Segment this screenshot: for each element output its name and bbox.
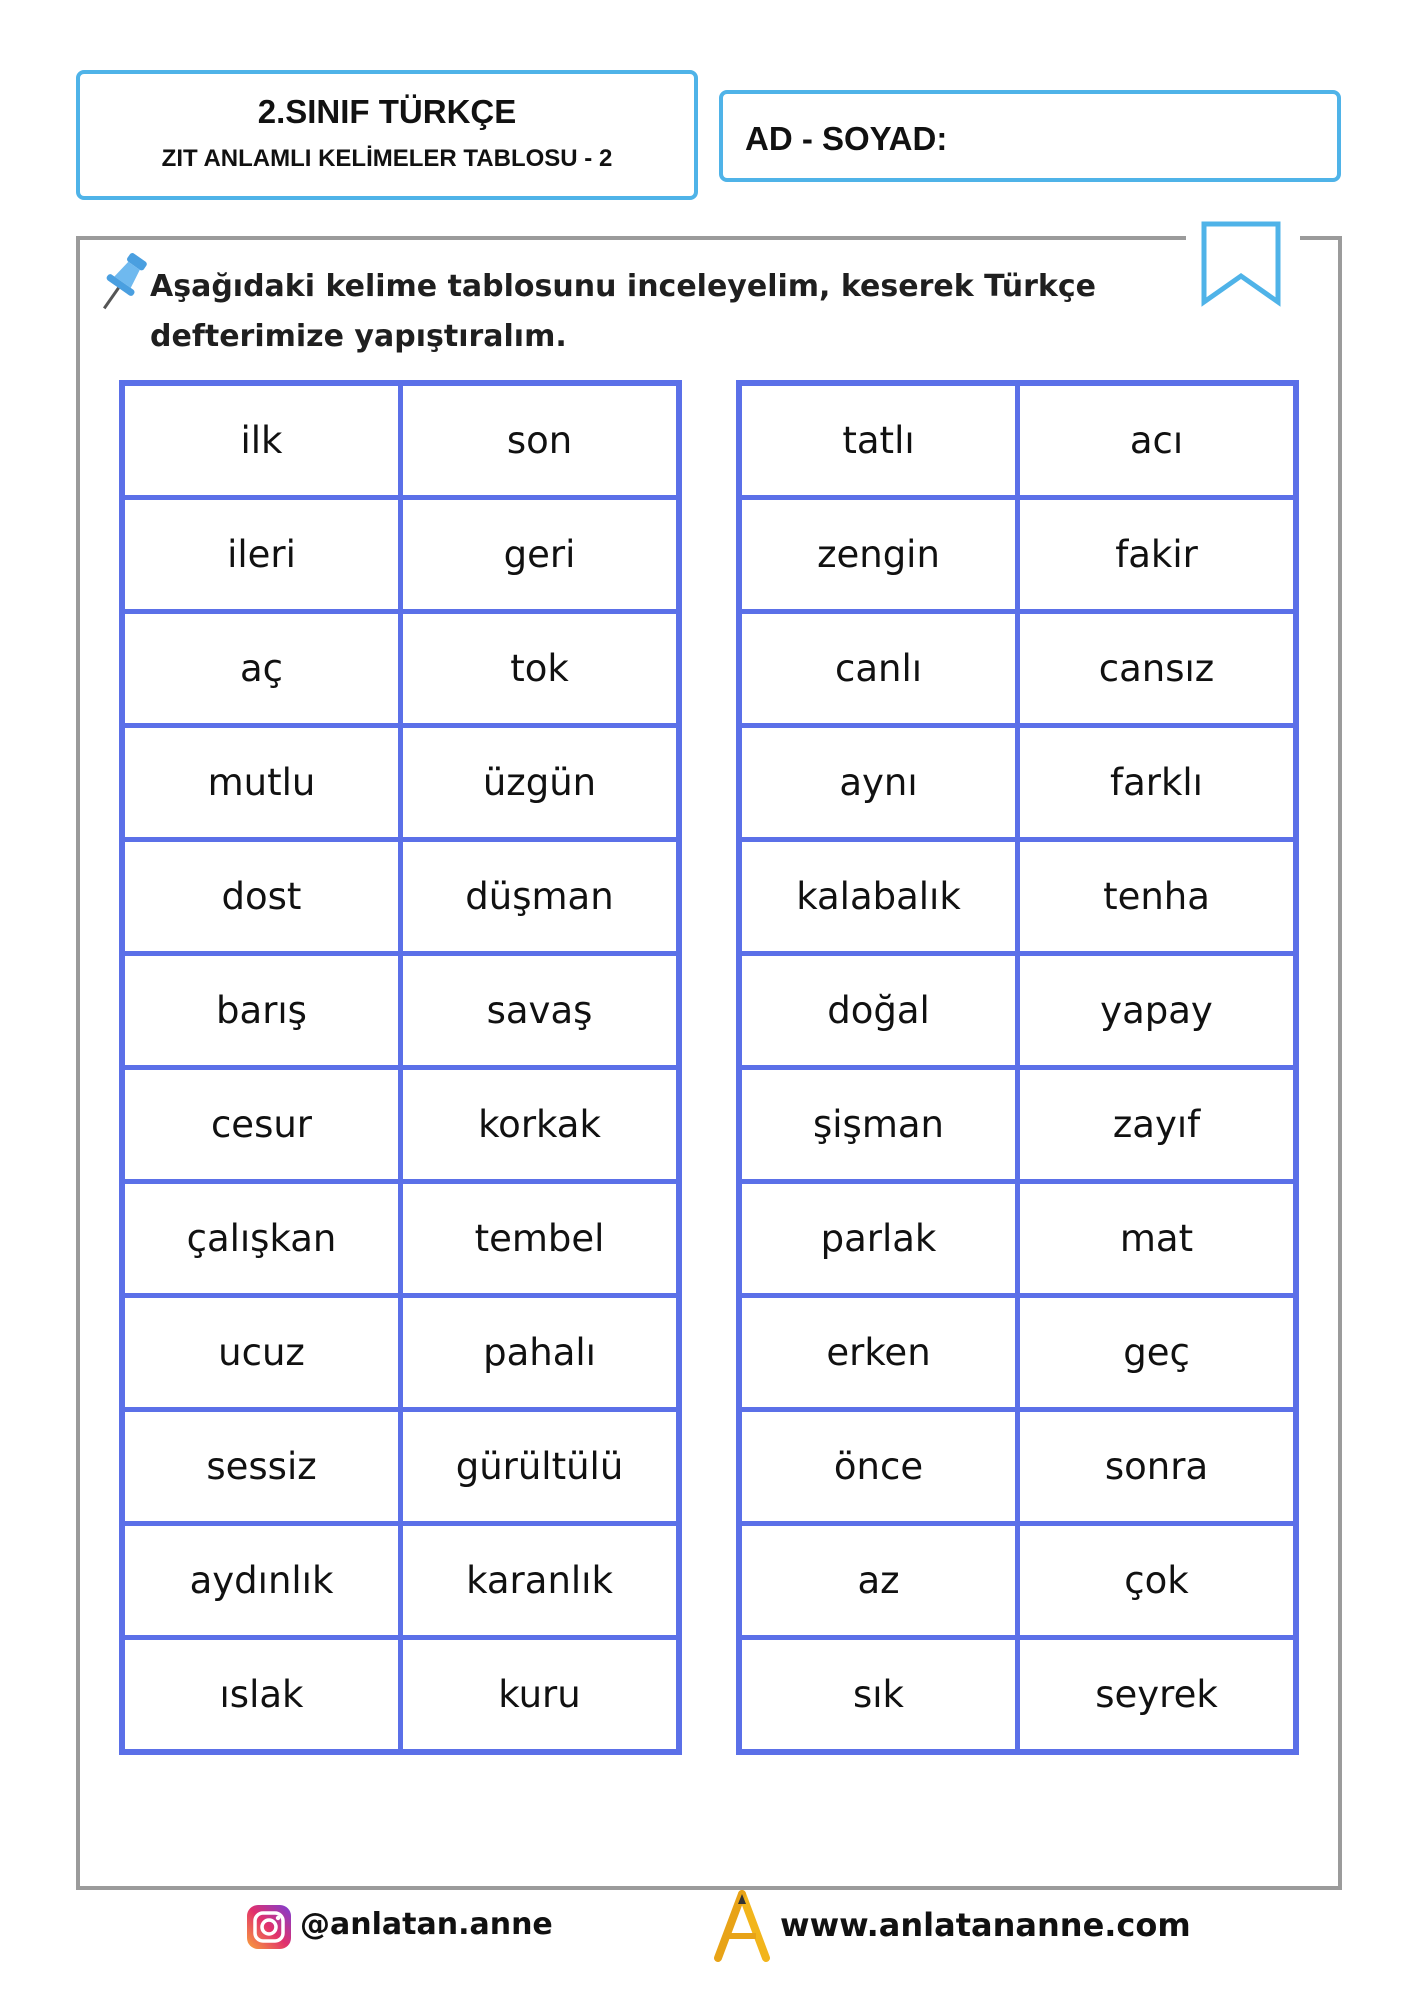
table-row <box>122 612 679 726</box>
table-row <box>122 954 679 1068</box>
table-row <box>739 1182 1296 1296</box>
table-row <box>122 1410 679 1524</box>
word-cell: aynı <box>739 726 1018 840</box>
table-row <box>739 498 1296 612</box>
antonym-cell: tembel <box>401 1182 680 1296</box>
word-cell: cesur <box>122 1068 401 1182</box>
instagram-icon <box>246 1904 292 1950</box>
antonym-cell: mat <box>1018 1182 1297 1296</box>
table-row <box>122 1182 679 1296</box>
table-row <box>739 1296 1296 1410</box>
page-title: 2.SINIF TÜRKÇE <box>257 93 517 130</box>
name-field-label: AD - SOYAD: <box>745 120 948 157</box>
table-row <box>739 1410 1296 1524</box>
antonym-cell: farklı <box>1018 726 1297 840</box>
word-cell: erken <box>739 1296 1018 1410</box>
table-row <box>122 1296 679 1410</box>
word-cell: doğal <box>739 954 1018 1068</box>
title-box <box>76 70 698 200</box>
word-cell: zengin <box>739 498 1018 612</box>
antonym-cell: zayıf <box>1018 1068 1297 1182</box>
antonym-cell: çok <box>1018 1524 1297 1638</box>
antonym-cell: tenha <box>1018 840 1297 954</box>
word-cell: az <box>739 1524 1018 1638</box>
pushpin-icon <box>92 248 152 318</box>
word-cell: ileri <box>122 498 401 612</box>
table-row <box>122 840 679 954</box>
table-row <box>739 1068 1296 1182</box>
table-row <box>739 612 1296 726</box>
antonym-cell: üzgün <box>401 726 680 840</box>
antonym-cell: karanlık <box>401 1524 680 1638</box>
antonym-table-right <box>736 380 1299 1755</box>
antonym-cell: savaş <box>401 954 680 1068</box>
word-cell: şişman <box>739 1068 1018 1182</box>
frame-top-border <box>76 236 1186 240</box>
antonym-cell: düşman <box>401 840 680 954</box>
word-cell: barış <box>122 954 401 1068</box>
antonym-cell: fakir <box>1018 498 1297 612</box>
antonym-cell: tok <box>401 612 680 726</box>
antonym-cell: seyrek <box>1018 1638 1297 1753</box>
instruction-text: Aşağıdaki kelime tablosunu inceleyelim, keserek Türkçe defterimize yapıştıralım. <box>150 269 1096 354</box>
table-row <box>122 1524 679 1638</box>
antonym-cell: cansız <box>1018 612 1297 726</box>
table-row <box>122 498 679 612</box>
word-cell: önce <box>739 1410 1018 1524</box>
word-cell: parlak <box>739 1182 1018 1296</box>
pencil-a-logo <box>712 1890 772 1962</box>
word-cell: sessiz <box>122 1410 401 1524</box>
antonym-cell: sonra <box>1018 1410 1297 1524</box>
word-cell: ıslak <box>122 1638 401 1753</box>
bookmark-icon <box>1196 220 1286 310</box>
table-row <box>122 1638 679 1753</box>
antonym-table-left <box>119 380 682 1755</box>
website-link[interactable]: www.anlatananne.com <box>780 1906 1191 1944</box>
frame-top-border-right <box>1300 236 1342 240</box>
word-cell: tatlı <box>739 383 1018 498</box>
table-row <box>122 383 679 498</box>
table-row <box>739 840 1296 954</box>
instagram-handle[interactable]: @anlatan.anne <box>300 1907 553 1942</box>
name-field[interactable] <box>719 90 1341 182</box>
page-subtitle: ZIT ANLAMLI KELİMELER TABLOSU - 2 <box>161 145 613 172</box>
antonym-cell: pahalı <box>401 1296 680 1410</box>
antonym-cell: kuru <box>401 1638 680 1753</box>
word-cell: dost <box>122 840 401 954</box>
table-row <box>739 1524 1296 1638</box>
table-row <box>122 726 679 840</box>
table-row <box>739 726 1296 840</box>
antonym-cell: son <box>401 383 680 498</box>
word-cell: ilk <box>122 383 401 498</box>
word-cell: aydınlık <box>122 1524 401 1638</box>
antonym-cell: geri <box>401 498 680 612</box>
word-cell: ucuz <box>122 1296 401 1410</box>
table-row <box>739 954 1296 1068</box>
antonym-cell: gürültülü <box>401 1410 680 1524</box>
word-cell: sık <box>739 1638 1018 1753</box>
table-row <box>739 383 1296 498</box>
antonym-cell: geç <box>1018 1296 1297 1410</box>
word-cell: kalabalık <box>739 840 1018 954</box>
word-cell: canlı <box>739 612 1018 726</box>
word-cell: çalışkan <box>122 1182 401 1296</box>
antonym-cell: yapay <box>1018 954 1297 1068</box>
table-row <box>122 1068 679 1182</box>
table-row <box>739 1638 1296 1753</box>
word-cell: mutlu <box>122 726 401 840</box>
word-cell: aç <box>122 612 401 726</box>
antonym-cell: acı <box>1018 383 1297 498</box>
antonym-cell: korkak <box>401 1068 680 1182</box>
